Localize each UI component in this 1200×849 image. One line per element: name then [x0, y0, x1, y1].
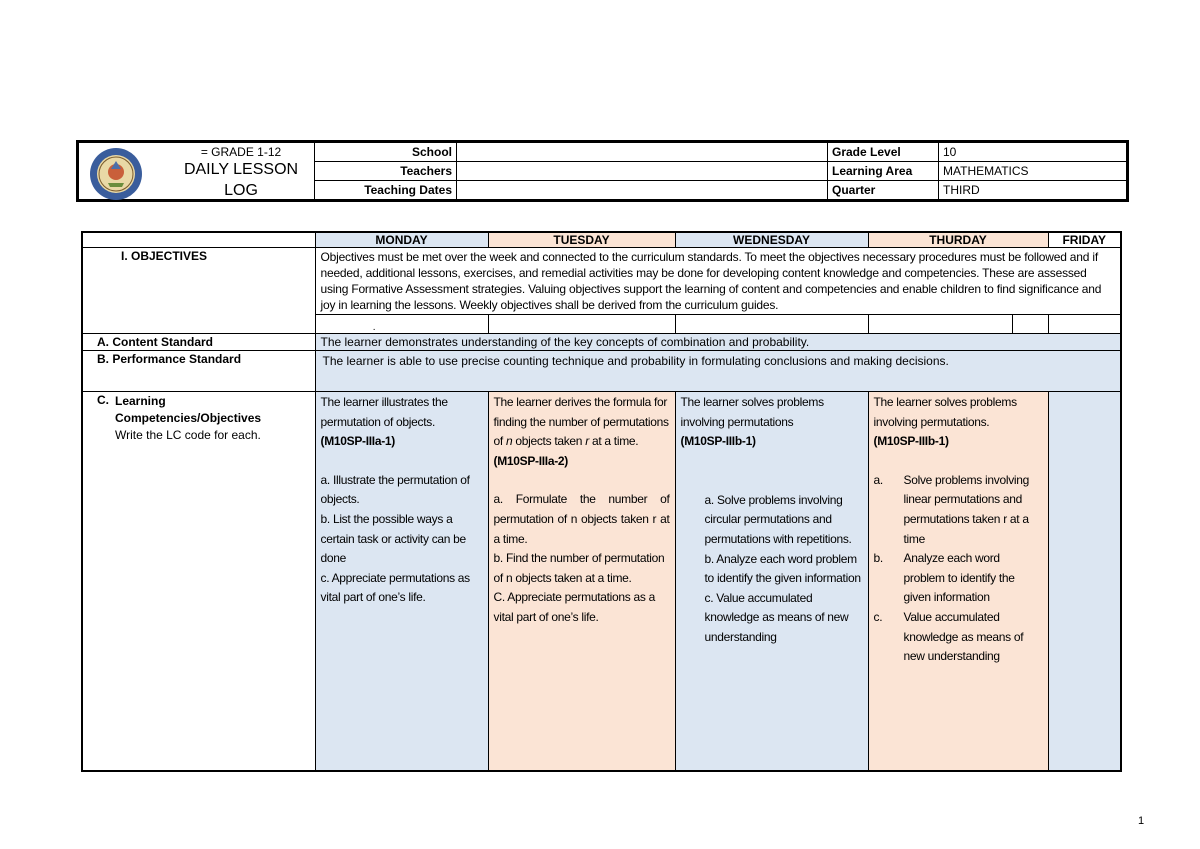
objectives-dot: .: [315, 315, 488, 334]
logo-title: [171, 145, 311, 201]
monday-code: (M10SP-IIIa-1): [320, 434, 395, 449]
learning-area-value: MATHEMATICS: [939, 162, 1128, 181]
monday-item-b: b. List the possible ways a certain task or activity can be done: [320, 511, 466, 566]
school-value: [457, 142, 828, 162]
day-wednesday: WEDNESDAY: [675, 232, 868, 248]
corner-cell: [82, 232, 315, 248]
lesson-table: [81, 231, 1122, 772]
wednesday-intro: The learner solves problems involving permutations: [680, 395, 824, 429]
tuesday-competencies: [488, 392, 675, 771]
performance-standard-label: B. Performance Standard: [82, 351, 315, 392]
dll-title-line1: DAILY LESSON: [183, 161, 299, 178]
teachers-value: [457, 162, 828, 181]
content-standard-row: [82, 334, 1121, 351]
quarter-label: Quarter: [828, 181, 939, 201]
tuesday-item-b: b. Find the number of permutation of n objects taken at a time.: [493, 551, 665, 585]
quarter-value: THIRD: [939, 181, 1128, 201]
tuesday-item-a: a. Formulate the number of permutation of n objects taken r at a time.: [493, 492, 670, 546]
tuesday-item-c: C. Appreciate permutations as a vital part of one’s life.: [493, 590, 655, 624]
thursday-item-b: b. Analyze each word problem to identify the given information: [873, 551, 1015, 605]
dates-label: Teaching Dates: [315, 181, 457, 201]
objectives-sub-tue: [488, 315, 675, 334]
objectives-label: I. OBJECTIVES: [82, 248, 315, 334]
objectives-sub-thu2: [1012, 315, 1048, 334]
competencies-note: Write the LC code for each.: [115, 428, 261, 442]
thursday-item-c: c. Value accumulated knowledge as means of new understanding: [873, 609, 1024, 664]
deped-seal-icon: [89, 147, 143, 201]
tuesday-intro: The learner derives the formula for finding the number of permutations of n objects taken r at a time.: [493, 395, 669, 449]
competencies-label-line1: Learning: [115, 394, 166, 408]
objectives-sub-thu: [868, 315, 1012, 334]
logo-cell: [78, 142, 315, 201]
objectives-row: [82, 248, 1121, 315]
day-tuesday: TUESDAY: [488, 232, 675, 248]
performance-standard-row: [82, 351, 1121, 392]
objectives-sub-wed: [675, 315, 868, 334]
dates-value: [457, 181, 828, 201]
header-table: [76, 140, 1129, 202]
dll-title-line2: LOG: [224, 182, 258, 199]
teachers-label: Teachers: [315, 162, 457, 181]
day-friday: FRIDAY: [1048, 232, 1121, 248]
objectives-text: Objectives must be met over the week and connected to the curriculum standards. To meet the objectives necessary procedures must be followed and if needed, additional lessons, exercises, and remedial activities may be done for developing content knowledge and competencies. These are assessed using Formative Assessment strategies. Valuing objectives support the learning of content and competencies and enable children to find significance and joy in learning the lessons. Weekly objectives shall be derived from the curriculum guides.: [315, 248, 1121, 315]
day-header-row: [82, 232, 1121, 248]
tuesday-code: (M10SP-IIIa-2): [493, 453, 568, 468]
friday-competencies: [1048, 392, 1121, 771]
wednesday-competencies: [675, 392, 868, 771]
thursday-competencies: [868, 392, 1048, 771]
thursday-intro: The learner solves problems involving permutations.: [873, 395, 1017, 429]
competencies-letter: C.: [97, 393, 109, 407]
objectives-sub-fri: [1048, 315, 1121, 334]
wednesday-item-c: c. Value accumulated knowledge as means of new understanding: [704, 590, 849, 644]
competencies-row: [82, 392, 1121, 771]
grade-level-value: 10: [939, 142, 1128, 162]
thursday-item-a: a. Solve problems involving linear permutations and permutations taken r at a time: [873, 472, 1030, 546]
page-number: 1: [1138, 815, 1145, 827]
school-label: School: [315, 142, 457, 162]
monday-competencies: [315, 392, 488, 771]
wednesday-item-b: b. Analyze each word problem to identify the given information: [704, 551, 861, 586]
competencies-label-cell: [82, 392, 315, 771]
competencies-label-line2: Competencies/Objectives: [115, 411, 262, 425]
thursday-code: (M10SP-IIIb-1): [873, 434, 949, 449]
monday-item-c: c. Appreciate permutations as vital part of one’s life.: [320, 570, 470, 605]
monday-item-a: a. Illustrate the permutation of objects.: [320, 472, 470, 507]
performance-standard-text: The learner is able to use precise counting technique and probability in formulating conclusions and making decisions.: [315, 351, 1121, 392]
learning-area-label: Learning Area: [828, 162, 939, 181]
grade-range: = GRADE 1-12: [200, 145, 282, 159]
wednesday-code: (M10SP-IIIb-1): [680, 434, 756, 449]
day-monday: MONDAY: [315, 232, 488, 248]
monday-intro: The learner illustrates the permutation of objects.: [320, 395, 448, 429]
content-standard-text: The learner demonstrates understanding of the key concepts of combination and probability.: [315, 334, 1121, 351]
grade-level-label: Grade Level: [828, 142, 939, 162]
day-thursday: THURDAY: [868, 232, 1048, 248]
content-standard-label: A. Content Standard: [82, 334, 315, 351]
wednesday-item-a: a. Solve problems involving circular permutations and permutations with repetitions.: [704, 492, 852, 546]
